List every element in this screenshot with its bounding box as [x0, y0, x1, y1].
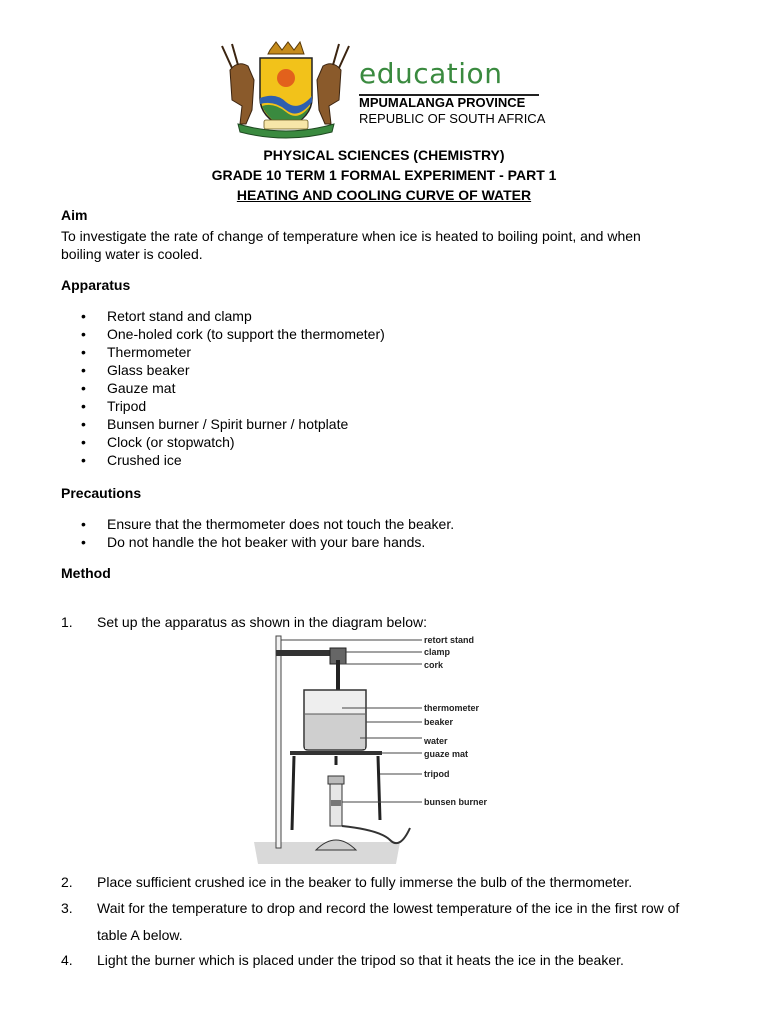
gauze-mat	[290, 751, 382, 755]
label-bunsen-burner: bunsen burner	[424, 797, 488, 807]
method-heading: Method	[61, 565, 111, 581]
list-item: • Crushed ice	[61, 451, 385, 469]
precautions-heading: Precautions	[61, 485, 142, 501]
water	[305, 714, 365, 749]
label-gauze-mat: guaze mat	[424, 749, 469, 759]
list-item: • Do not handle the hot beaker with your bare hands.	[61, 533, 454, 551]
list-item: • Clock (or stopwatch)	[61, 433, 385, 451]
list-item: • Gauze mat	[61, 379, 385, 397]
label-cork: cork	[424, 660, 444, 670]
method-step	[61, 869, 701, 896]
label-retort-stand: retort stand	[424, 635, 475, 645]
list-item: • Bunsen burner / Spirit burner / hotplate	[61, 415, 385, 433]
aim-text: To investigate the rate of change of temperature when ice is heated to boiling point, and when boiling water is cooled.	[61, 228, 641, 262]
step-text: Light the burner which is placed under the tripod so that it heats the ice in the beaker.	[97, 952, 624, 968]
step-text: Wait for the temperature to drop and record the lowest temperature of the ice in the first row of table A below.	[97, 900, 680, 943]
apparatus-heading: Apparatus	[61, 277, 131, 293]
header-logo	[218, 40, 548, 140]
list-item: • Thermometer	[61, 343, 385, 361]
step-number: 4.	[61, 952, 73, 968]
title-line-1: PHYSICAL SCIENCES (CHEMISTRY)	[263, 147, 505, 163]
brand-word: education	[359, 57, 503, 90]
method-step	[61, 895, 701, 949]
retort-stand-rod	[276, 636, 281, 848]
apparatus-list	[61, 307, 385, 469]
label-tripod: tripod	[424, 769, 450, 779]
label-beaker: beaker	[424, 717, 454, 727]
label-water: water	[424, 736, 448, 746]
step-number: 2.	[61, 874, 73, 890]
label-clamp: clamp	[424, 647, 451, 657]
coat-of-arms-icon	[218, 40, 353, 140]
brand-block	[359, 56, 546, 126]
title-line-2: GRADE 10 TERM 1 FORMAL EXPERIMENT - PART 1	[211, 167, 557, 183]
apparatus-diagram	[250, 630, 520, 866]
list-item: • Retort stand and clamp	[61, 307, 385, 325]
method-step	[61, 947, 701, 974]
list-item: • Glass beaker	[61, 361, 385, 379]
precautions-list	[61, 515, 454, 551]
brand-country: REPUBLIC OF SOUTH AFRICA	[359, 111, 546, 126]
brand-province: MPUMALANGA PROVINCE	[359, 95, 526, 110]
clamp-arm	[276, 650, 338, 656]
label-thermometer: thermometer	[424, 703, 480, 713]
aim-heading: Aim	[61, 207, 88, 223]
list-item: • One-holed cork (to support the thermometer)	[61, 325, 385, 343]
step-text: Place sufficient crushed ice in the beaker to fully immerse the bulb of the thermometer.	[97, 874, 633, 890]
step-number: 3.	[61, 900, 73, 916]
step-number: 1.	[61, 614, 73, 630]
list-item: • Tripod	[61, 397, 385, 415]
step-text: Set up the apparatus as shown in the diagram below:	[97, 614, 427, 630]
title-line-3: HEATING AND COOLING CURVE OF WATER	[236, 187, 532, 203]
list-item: • Ensure that the thermometer does not touch the beaker.	[61, 515, 454, 533]
document-titles	[0, 145, 768, 205]
